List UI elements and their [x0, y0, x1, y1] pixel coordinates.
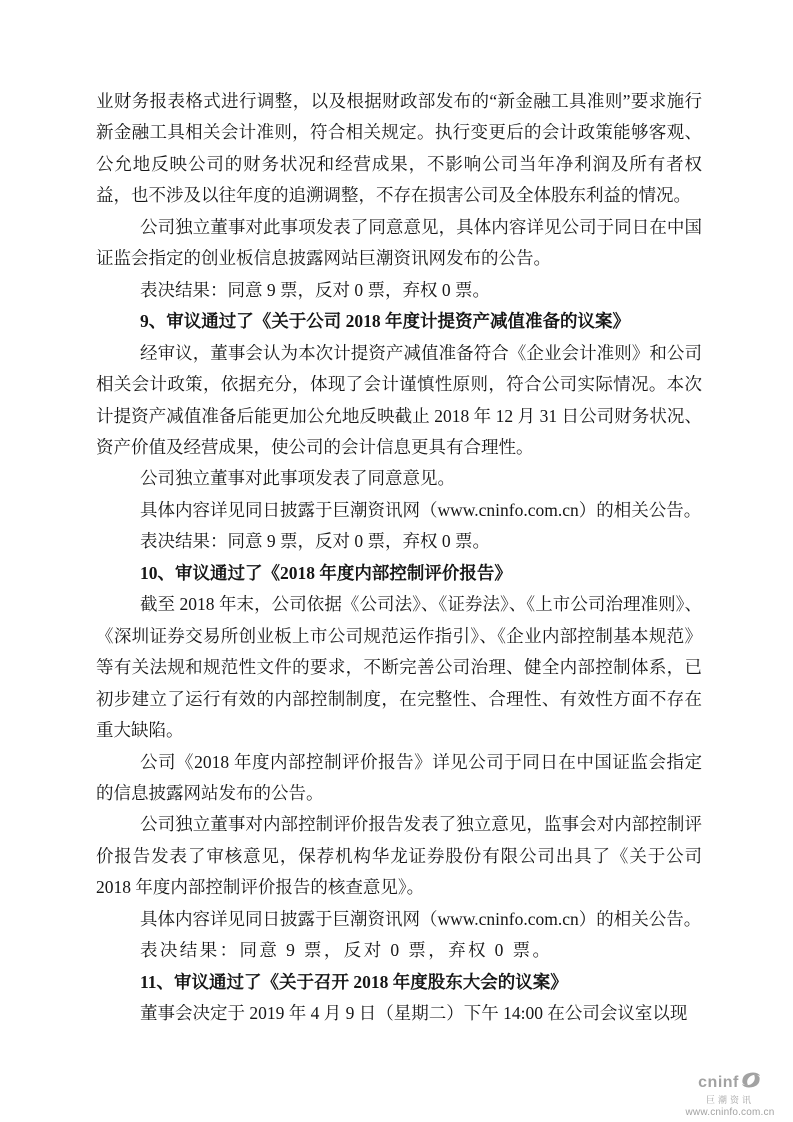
paragraph-accounting-policy-continued: 业财务报表格式进行调整，以及根据财政部发布的“新金融工具准则”要求施行新金融工具相关会计准则，符合相关规定。执行变更后的会计政策能够客观、公允地反映公司的财务状况和经营成果，不影响公司当年净利润及所有者权益，也不涉及以往年度的追溯调整，不存在损害公司及全体股东利益的情况。	[96, 91, 702, 206]
cninfo-wordmark-row	[670, 1070, 790, 1095]
heading-item-11: 11、审议通过了《关于召开 2018 年度股东大会的议案》	[140, 971, 568, 992]
cninfo-url: www.cninfo.com.cn	[685, 1107, 775, 1119]
vote-result-line: 表决结果：同意 9 票，反对 0 票，弃权 0 票。	[140, 531, 490, 552]
paragraph-internal-control-basis: 截至 2018 年末，公司依据《公司法》、《证券法》、《上市公司治理准则》、《深圳证券交易所创业板上市公司规范运作指引》、《企业内部控制基本规范》等有关法规和规范性文件的要求，不断完善公司治理、健全内部控制体系，已初步建立了运行有效的内部控制制度，在完整性、合理性、有效性方面不存在重大缺陷。	[96, 594, 702, 741]
paragraph-independent-directors-opinion: 公司独立董事对此事项发表了同意意见，具体内容详见公司于同日在中国证监会指定的创业板信息披露网站巨潮资讯网发布的公告。	[96, 216, 702, 269]
heading-item-9: 9、审议通过了《关于公司 2018 年度计提资产减值准备的议案》	[140, 311, 630, 332]
paragraph-internal-control-report-disclosure: 公司《2018 年度内部控制评价报告》详见公司于同日在中国证监会指定的信息披露网站发布的公告。	[96, 751, 702, 803]
paragraph-cninfo-disclosure: 具体内容详见同日披露于巨潮资讯网（www.cninfo.com.cn）的相关公告。	[140, 499, 702, 520]
paragraph-independent-directors-agree: 公司独立董事对此事项发表了同意意见。	[140, 468, 455, 489]
cninfo-wordmark: cninf	[698, 1073, 739, 1091]
cninfo-logo-icon	[740, 1070, 762, 1095]
heading-item-10: 10、审议通过了《2018 年度内部控制评价报告》	[140, 562, 512, 583]
cninfo-chinese-name: 巨潮资讯	[705, 1094, 754, 1105]
paragraph-shareholders-meeting-date: 董事会决定于 2019 年 4 月 9 日（星期二）下午 14:00 在公司会议室以现	[140, 1003, 688, 1024]
paragraph-opinions-on-internal-control: 公司独立董事对内部控制评价报告发表了独立意见，监事会对内部控制评价报告发表了审核意见，保荐机构华龙证券股份有限公司出具了《关于公司 2018 年度内部控制评价报告的核查意见》。	[96, 814, 702, 898]
document-body	[96, 86, 702, 1030]
paragraph-impairment-provision: 经审议，董事会认为本次计提资产减值准备符合《企业会计准则》和公司相关会计政策，依据充分，体现了会计谨慎性原则，符合公司实际情况。本次计提资产减值准备后能更加公允地反映截止 2018 年 12 月 31 日公司财务状况、资产价值及经营成果，使公司的会计信息更具有合理性。	[96, 342, 702, 457]
vote-result-line: 表决结果：同意 9 票，反对 0 票，弃权 0 票。	[140, 940, 553, 961]
vote-result-line: 表决结果：同意 9 票，反对 0 票，弃权 0 票。	[140, 279, 490, 300]
cninfo-watermark	[670, 1070, 790, 1118]
paragraph-cninfo-disclosure: 具体内容详见同日披露于巨潮资讯网（www.cninfo.com.cn）的相关公告。	[140, 908, 702, 929]
